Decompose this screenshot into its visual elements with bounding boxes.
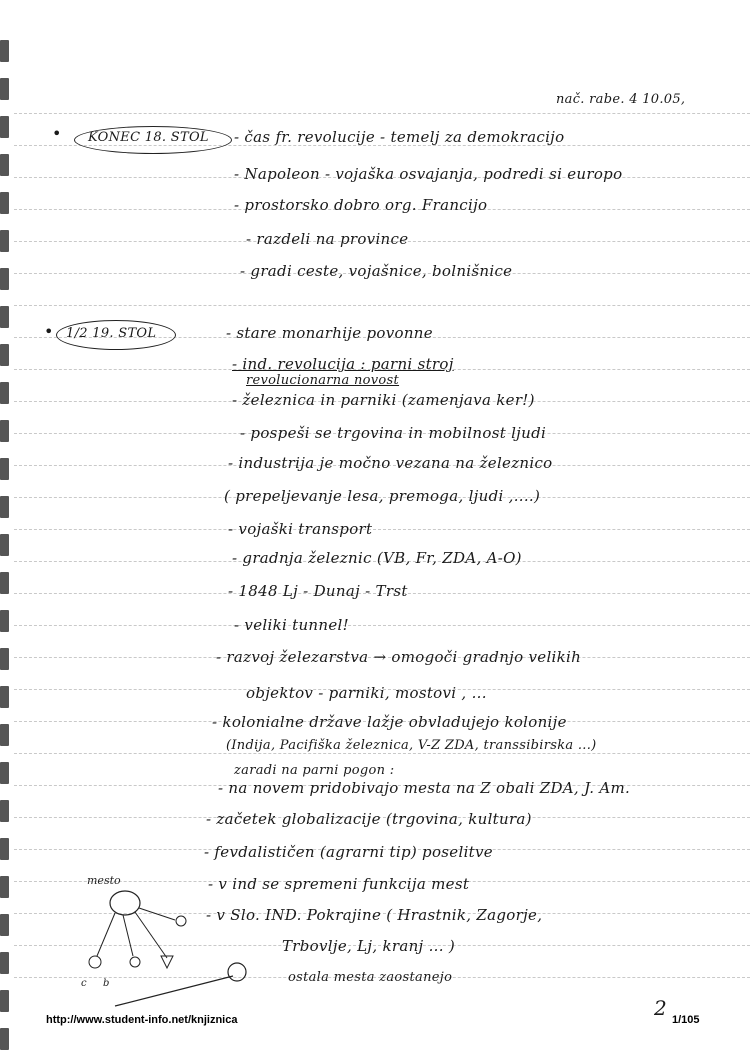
binder-hole [0, 1028, 9, 1050]
section1-heading: KONEC 18. STOL [88, 130, 209, 145]
sketch-label-mesto: mesto [87, 874, 121, 887]
s2-line-4: - železnica in parniki (zamenjava ker!) [232, 391, 535, 409]
s2-line-23: ostala mesta zaostanejo [288, 970, 453, 985]
bullet-section1: • [52, 124, 62, 143]
binder-hole [0, 648, 9, 670]
s2-line-5: - pospeši se trgovina in mobilnost ljudi [240, 424, 547, 442]
binder-hole [0, 154, 9, 176]
s1-line-5: - gradi ceste, vojašnice, bolnišnice [240, 262, 513, 280]
footer-url[interactable]: http://www.student-info.net/knjiznica [46, 1014, 238, 1026]
binder-hole [0, 838, 9, 860]
binder-hole [0, 382, 9, 404]
binder-hole [0, 458, 9, 480]
s2-line-7: ( prepeljevanje lesa, premoga, ljudi ,....) [224, 487, 541, 505]
s2-line-9: - gradnja železnic (VB, Fr, ZDA, A-O) [232, 549, 522, 567]
s2-line-3: revolucionarna novost [246, 373, 400, 388]
s2-line-2: - ind. revolucija : parni stroj [232, 355, 454, 373]
binder-hole [0, 40, 9, 62]
binder-hole [0, 762, 9, 784]
binder-hole [0, 344, 9, 366]
ruled-line [14, 753, 750, 754]
bullet-section2: • [44, 322, 54, 341]
ruled-line [14, 625, 750, 626]
binder-hole [0, 686, 9, 708]
s2-line-1: - stare monarhije povonne [226, 324, 433, 342]
ruled-line [14, 113, 750, 114]
date-note: nač. rabe. 4 10.05, [556, 92, 686, 107]
s2-line-14: - kolonialne države lažje obvladujejo kolonije [212, 713, 567, 731]
ruled-line [14, 305, 750, 306]
binder-hole [0, 268, 9, 290]
binder-hole [0, 952, 9, 974]
binder-hole [0, 116, 9, 138]
binder-hole [0, 192, 9, 214]
s2-line-18: - začetek globalizacije (trgovina, kultura) [206, 810, 532, 828]
s2-line-11: - veliki tunnel! [234, 616, 349, 634]
mesto-sketch [55, 868, 265, 1008]
svg-text:c: c [81, 978, 87, 989]
footer-page-number: 1/105 [672, 1014, 700, 1026]
binder-hole [0, 534, 9, 556]
s2-line-13: objektov - parniki, mostovi , ... [246, 684, 487, 702]
s1-line-2: - Napoleon - vojaška osvajanja, podredi si europo [234, 165, 623, 183]
s2-line-12: - razvoj železarstva → omogoči gradnjo velikih [216, 648, 582, 666]
s2-line-17: - na novem pridobivajo mesta na Z obali ZDA, J. Am. [218, 779, 631, 797]
s2-line-16: zaradi na parni pogon : [234, 763, 395, 778]
s2-line-15: (Indija, Pacifiška železnica, V-Z ZDA, transsibirska ...) [226, 738, 597, 753]
svg-text:b: b [103, 978, 110, 989]
s2-line-20: - v ind se spremeni funkcija mest [208, 875, 470, 893]
binder-holes [0, 0, 14, 1061]
binder-hole [0, 914, 9, 936]
s2-line-10: - 1848 Lj - Dunaj - Trst [228, 582, 408, 600]
s2-line-22: Trbovlje, Lj, kranj ... ) [282, 937, 455, 955]
s2-line-19: - fevdalističen (agrarni tip) poselitve [204, 843, 493, 861]
s2-line-21: - v Slo. IND. Pokrajine ( Hrastnik, Zagorje, [206, 906, 543, 924]
binder-hole [0, 724, 9, 746]
s1-line-4: - razdeli na province [246, 230, 409, 248]
binder-hole [0, 420, 9, 442]
binder-hole [0, 306, 9, 328]
binder-hole [0, 230, 9, 252]
s1-line-3: - prostorsko dobro org. Francijo [234, 196, 488, 214]
s2-line-6: - industrija je močno vezana na železnico [228, 454, 553, 472]
binder-hole [0, 78, 9, 100]
s2-line-8: - vojaški transport [228, 520, 373, 538]
binder-hole [0, 496, 9, 518]
ruled-line [14, 529, 750, 530]
corner-note: 2 [654, 996, 668, 1020]
section2-heading: 1/2 19. STOL [66, 326, 157, 341]
binder-hole [0, 572, 9, 594]
binder-hole [0, 800, 9, 822]
s1-line-1: - čas fr. revolucije - temelj za demokracijo [234, 128, 565, 146]
binder-hole [0, 610, 9, 632]
binder-hole [0, 990, 9, 1012]
binder-hole [0, 876, 9, 898]
